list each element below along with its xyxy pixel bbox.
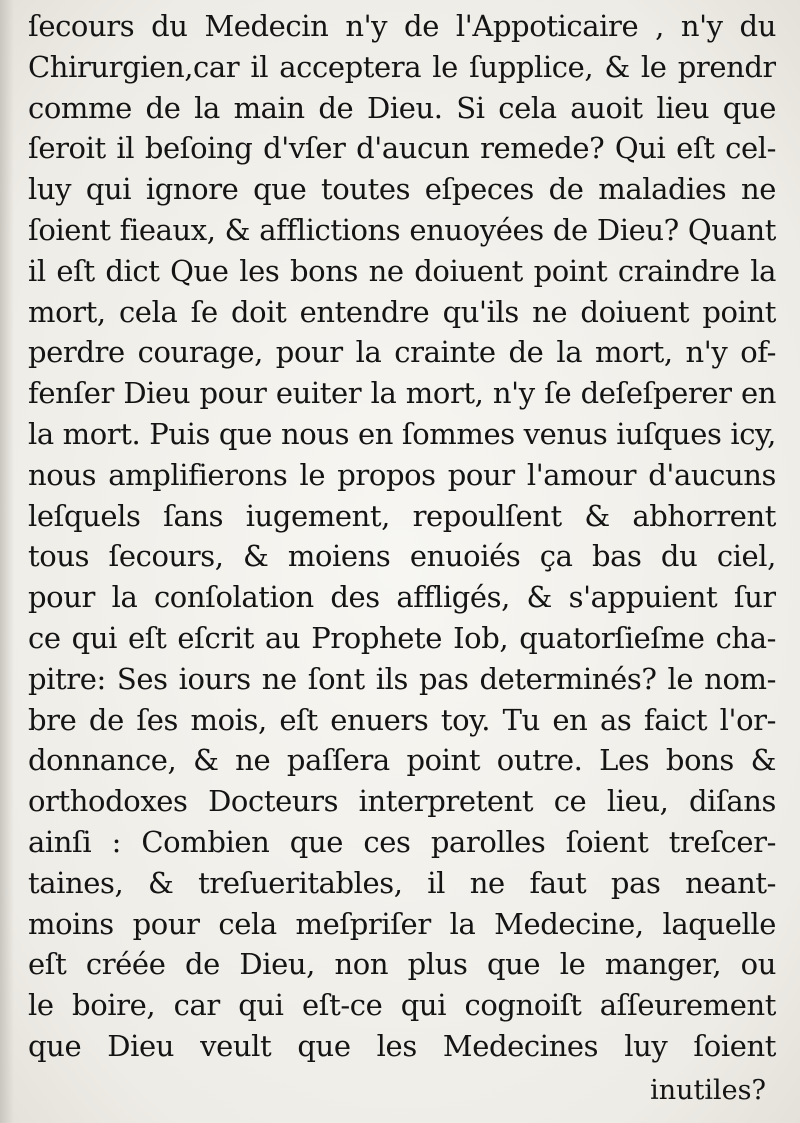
- text-line: fenſer Dieu pour euiter la mort, n'y ſe deſeſperer en: [28, 376, 776, 411]
- text-line: moins pour cela meſpriſer la Medecine, laquelle: [28, 906, 776, 941]
- text-line: ce qui eſt eſcrit au Prophete Iob, quatorſieſme cha-: [28, 620, 776, 655]
- text-line: pour la conſolation des affligés, & s'appuient ſur: [28, 580, 776, 615]
- text-line: taines, & treſueritables, il ne faut pas neant-: [28, 865, 776, 900]
- text-line: perdre courage, pour la crainte de la mort, n'y of-: [28, 335, 776, 370]
- text-line: le boire, car qui eſt-ce qui cognoiſt aſſeurement: [28, 988, 776, 1023]
- text-line: Chirurgien,car il acceptera le ſupplice, & le prendr: [28, 49, 776, 84]
- text-line: ſoient fieaux, & afflictions enuoyées de Dieu? Quant: [28, 212, 776, 247]
- text-line: eſt créée de Dieu, non plus que le manger, ou: [28, 947, 776, 982]
- text-line: nous amplifierons le propos pour l'amour d'aucuns: [28, 457, 776, 492]
- text-line: ainſi : Combien que ces parolles ſoient treſcer-: [28, 824, 776, 859]
- text-line: tous ſecours, & moiens enuoiés ça bas du ciel,: [28, 539, 776, 574]
- body-text: [28, 6, 776, 1067]
- text-line: pitre: Ses iours ne ſont ils pas determinés? le nom-: [28, 661, 776, 696]
- text-line: donnance, & ne paſſera point outre. Les bons &: [28, 743, 776, 778]
- text-line: ſecours du Medecin n'y de l'Appoticaire , n'y du: [28, 9, 776, 43]
- text-line: que Dieu veult que les Medecines luy ſoient: [28, 1028, 776, 1063]
- text-line: mort, cela ſe doit entendre qu'ils ne doiuent point: [28, 294, 776, 329]
- text-line: orthodoxes Docteurs interpretent ce lieu, diſans: [28, 784, 776, 819]
- text-line: il eſt dict Que les bons ne doiuent point craindre la: [28, 253, 776, 288]
- catchword: inutiles?: [650, 1075, 766, 1106]
- page-binding-shadow: [0, 0, 14, 1123]
- text-line: leſquels ſans iugement, repoulſent & abhorrent: [28, 498, 776, 533]
- text-line: bre de ſes mois, eſt enuers toy. Tu en as faict l'or-: [28, 702, 776, 737]
- text-line: comme de la main de Dieu. Si cela auoit lieu que: [28, 90, 776, 125]
- text-line: luy qui ignore que toutes eſpeces de maladies ne: [28, 172, 776, 207]
- text-line: ſeroit il beſoing d'vſer d'aucun remede? Qui eſt cel-: [28, 131, 776, 166]
- text-line: la mort. Puis que nous en ſommes venus iuſques icy,: [28, 416, 776, 451]
